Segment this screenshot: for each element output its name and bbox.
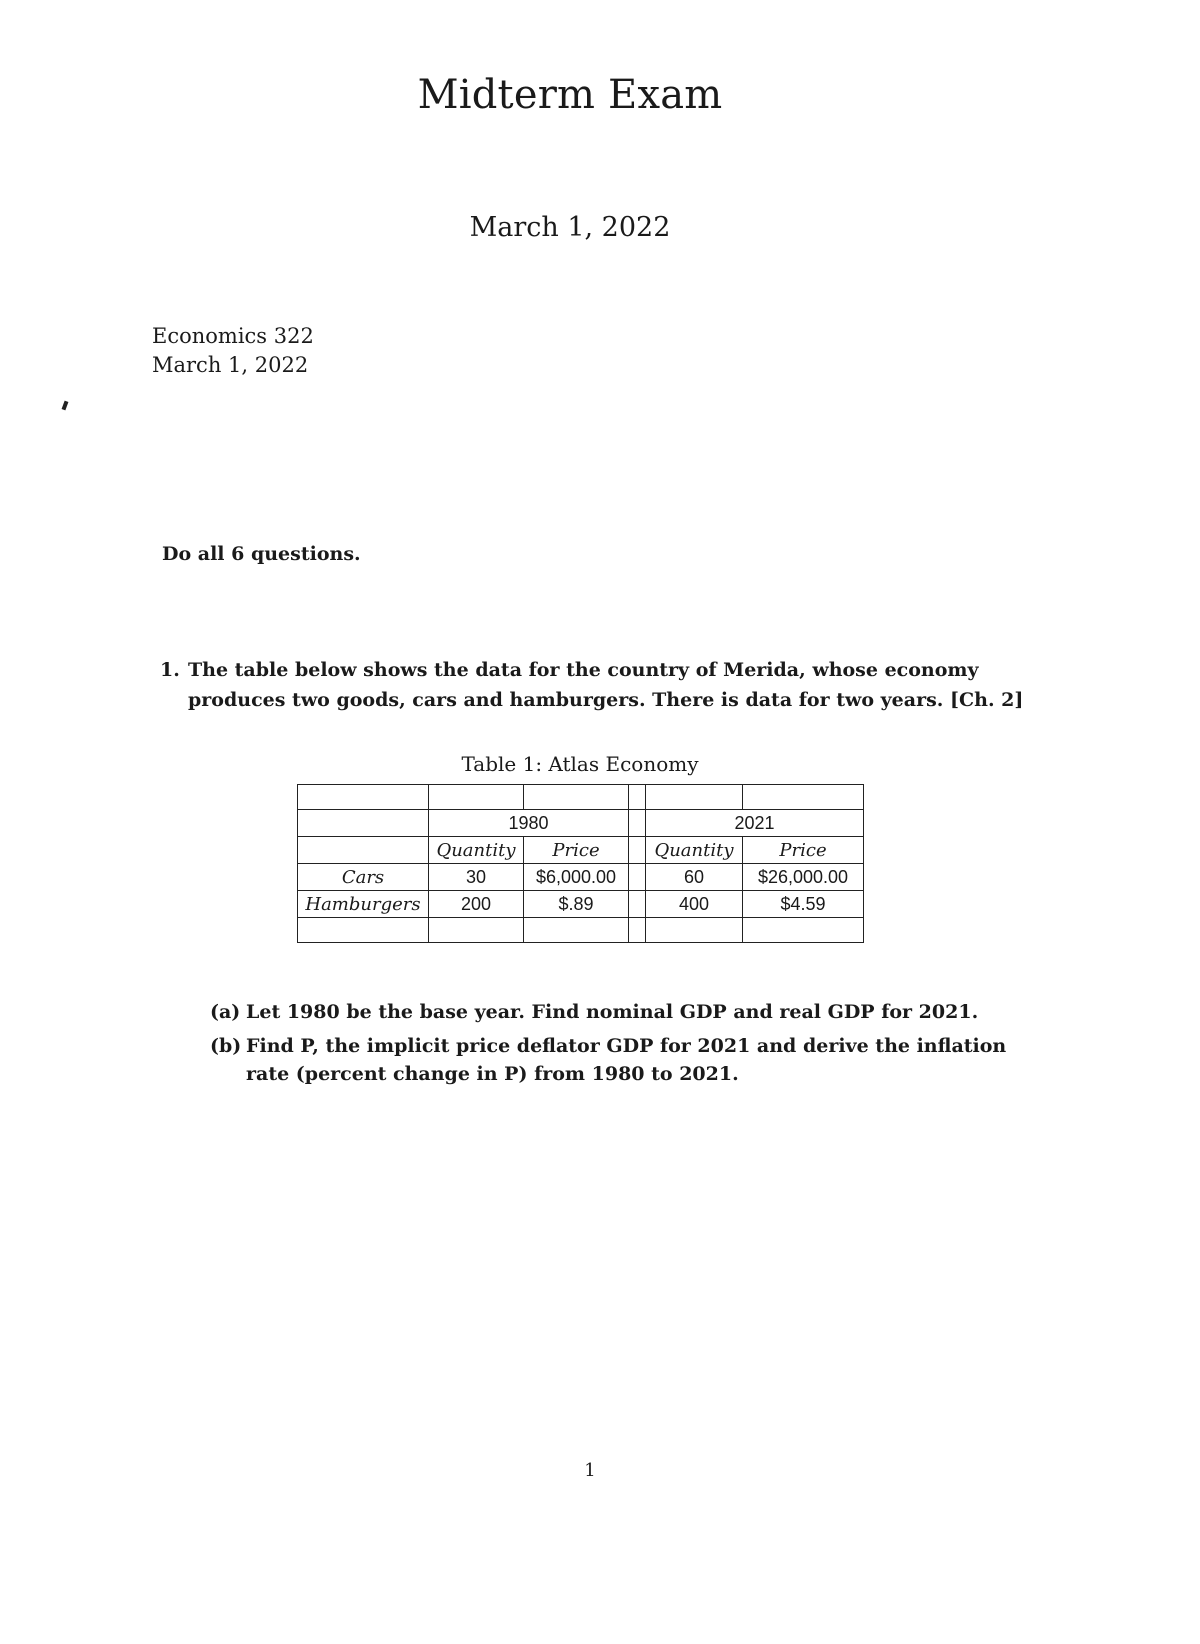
- quantity-2021-header: Quantity: [646, 837, 743, 864]
- good-name: Cars: [298, 864, 429, 891]
- table-blank-row: [298, 785, 864, 810]
- quantity-1980: 30: [429, 864, 524, 891]
- table-year-row: [298, 810, 864, 837]
- price-2021-header: Price: [743, 837, 864, 864]
- page-number: 1: [584, 1460, 596, 1481]
- quantity-1980: 200: [429, 891, 524, 918]
- price-2021: $4.59: [743, 891, 864, 918]
- good-name: Hamburgers: [298, 891, 429, 918]
- question-1: [160, 655, 1040, 715]
- question-number: 1.: [160, 659, 180, 681]
- year-2021-header: 2021: [646, 810, 864, 837]
- course-block: [152, 322, 314, 380]
- scan-speck: [62, 401, 69, 411]
- quantity-2021: 400: [646, 891, 743, 918]
- question-text: The table below shows the data for the country of Merida, whose economy produces two goods, cars and hamburgers. There is data for two years. [Ch. 2]: [188, 659, 1024, 711]
- table-row: [298, 864, 864, 891]
- price-1980: $6,000.00: [524, 864, 629, 891]
- table-blank-row: [298, 918, 864, 943]
- part-text: Let 1980 be the base year. Find nominal GDP and real GDP for 2021.: [246, 1001, 979, 1023]
- course-name: Economics 322: [152, 324, 314, 348]
- part-text: Find P, the implicit price deflator GDP for 2021 and derive the inflation rate (percent change in P) from 1980 to 2021.: [246, 1035, 1007, 1085]
- course-date: March 1, 2022: [152, 353, 309, 377]
- part-label: (b): [210, 1035, 242, 1057]
- table-subheader-row: [298, 837, 864, 864]
- price-1980: $.89: [524, 891, 629, 918]
- exam-title: Midterm Exam: [417, 72, 723, 118]
- price-1980-header: Price: [524, 837, 629, 864]
- quantity-1980-header: Quantity: [429, 837, 524, 864]
- exam-date: March 1, 2022: [469, 212, 671, 243]
- quantity-2021: 60: [646, 864, 743, 891]
- question-parts: [210, 998, 1040, 1094]
- price-2021: $26,000.00: [743, 864, 864, 891]
- part-label: (a): [210, 1001, 241, 1023]
- table-row: [298, 891, 864, 918]
- year-1980-header: 1980: [429, 810, 629, 837]
- question-part-b: [210, 1032, 1040, 1088]
- instructions: Do all 6 questions.: [162, 543, 361, 565]
- data-table: [297, 784, 864, 943]
- question-part-a: [210, 998, 1040, 1026]
- table-caption: Table 1: Atlas Economy: [461, 752, 699, 776]
